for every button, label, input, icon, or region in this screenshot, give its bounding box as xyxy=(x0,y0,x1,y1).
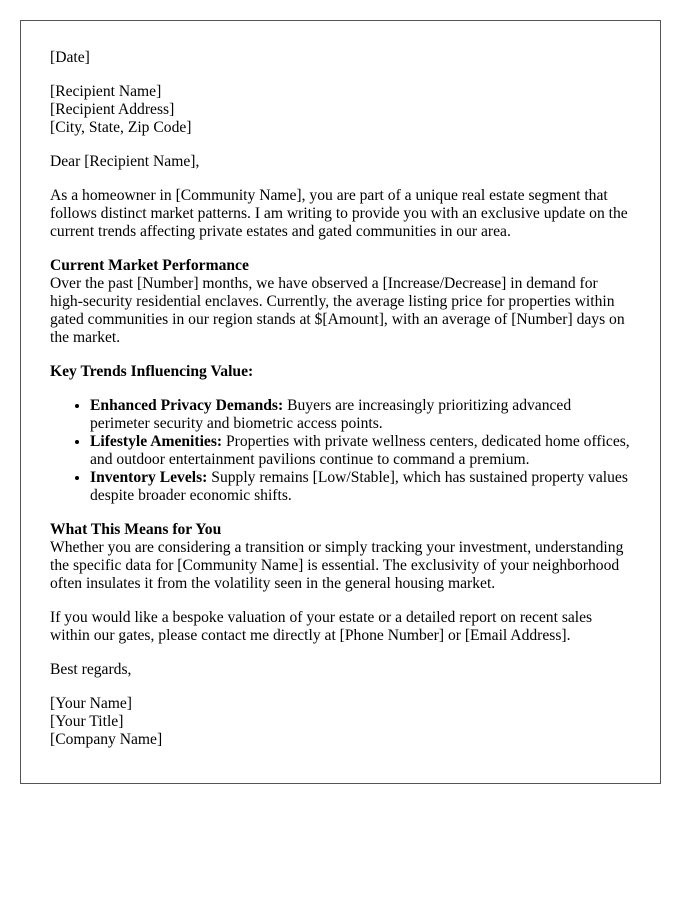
market-performance-section xyxy=(50,257,632,347)
letter-page xyxy=(20,20,661,784)
key-trends-heading: Key Trends Influencing Value: xyxy=(50,363,254,380)
market-performance-body: Over the past [Number] months, we have observed a [Increase/Decrease] in demand for high-security residential enclaves. Currently, the average listing price for properties within gated communities in our region stands at $[Amount], with an average of [Number] days on the market. xyxy=(50,275,625,346)
list-item xyxy=(90,397,632,433)
recipient-address: [Recipient Address] xyxy=(50,101,175,118)
signoff: Best regards, xyxy=(50,661,132,678)
trend-text: Buyers are increasingly prioritizing advanced perimeter security and biometric access points. xyxy=(90,397,572,432)
market-performance-heading: Current Market Performance xyxy=(50,257,249,274)
key-trends-list xyxy=(50,397,632,505)
closing-paragraph: If you would like a bespoke valuation of your estate or a detailed report on recent sales within our gates, please contact me directly at [Phone Number] or [Email Address]. xyxy=(50,609,593,644)
trend-term: Inventory Levels: xyxy=(90,469,208,486)
trend-term: Enhanced Privacy Demands: xyxy=(90,397,284,414)
sender-company: [Company Name] xyxy=(50,731,163,748)
sender-title: [Your Title] xyxy=(50,713,124,730)
sender-block xyxy=(50,695,632,749)
what-this-means-section xyxy=(50,521,632,593)
sender-name: [Your Name] xyxy=(50,695,133,712)
recipient-name: [Recipient Name] xyxy=(50,83,162,100)
list-item xyxy=(90,469,632,505)
what-this-means-heading: What This Means for You xyxy=(50,521,222,538)
trend-text: Supply remains [Low/Stable], which has sustained property values despite broader economic shifts. xyxy=(90,469,628,504)
salutation: Dear [Recipient Name], xyxy=(50,153,200,170)
recipient-address-block xyxy=(50,83,632,137)
date-line xyxy=(50,49,632,67)
intro-paragraph: As a homeowner in [Community Name], you are part of a unique real estate segment that follows distinct market patterns. I am writing to provide you with an exclusive update on the current trends affecting private estates and gated communities in our area. xyxy=(50,187,628,240)
what-this-means-body: Whether you are considering a transition or simply tracking your investment, understanding the specific data for [Community Name] is essential. The exclusivity of your neighborhood often insulates it from the volatility seen in the general housing market. xyxy=(50,539,624,592)
recipient-city-state-zip: [City, State, Zip Code] xyxy=(50,119,192,136)
list-item xyxy=(90,433,632,469)
key-trends-section xyxy=(50,363,632,505)
date: [Date] xyxy=(50,49,90,66)
trend-text: Properties with private wellness centers, dedicated home offices, and outdoor entertainment pavilions continue to command a premium. xyxy=(90,433,630,468)
trend-term: Lifestyle Amenities: xyxy=(90,433,223,450)
